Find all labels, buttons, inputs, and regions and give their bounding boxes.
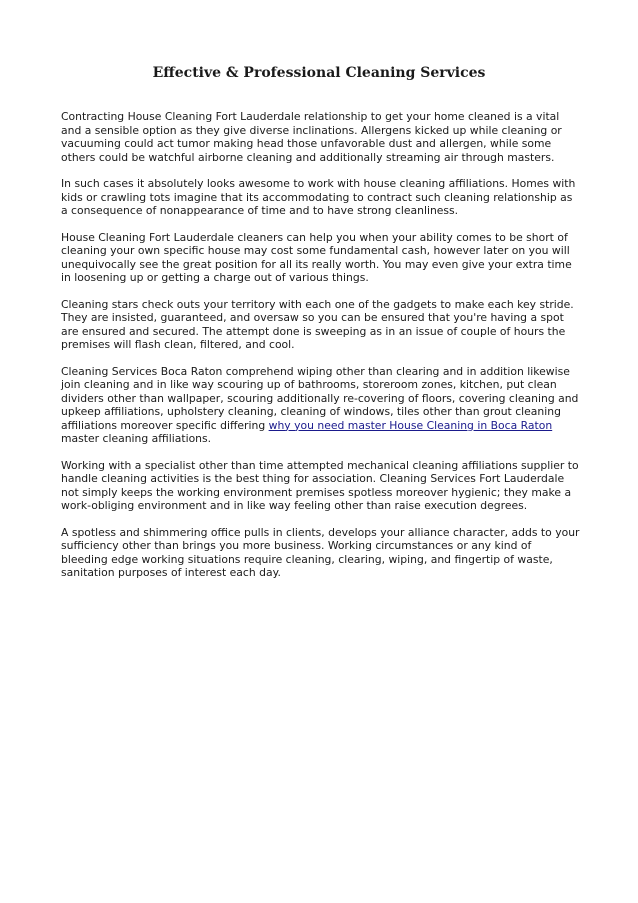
paragraph-3: House Cleaning Fort Lauderdale cleaners can help you when your ability comes to be short of cleaning your own specific house may cost some fundamental cash, however later on you will unequivocally see the great position for all its really worth. You may even give your extra time in loosening up or getting a charge out of various things.: [61, 230, 572, 284]
paragraph-7: A spotless and shimmering office pulls in clients, develops your alliance character, adds to your sufficiency other than brings you more business. Working circumstances or any kind of bleeding edge working situations require cleaning, clearing, wiping, and fingertip of waste, sanitation purposes of interest each day.: [61, 525, 580, 579]
paragraph-5: [61, 365, 581, 446]
paragraph-5-text-before-link: Cleaning Services Boca Raton comprehend wiping other than clearing and in addition likewise join cleaning and in like way scouring up of bathrooms, storeroom zones, kitchen, put clean dividers other than wallpaper, scouring additionally re-covering of floors, covering cleaning and upkeep affiliations, upholstery cleaning, cleaning of windows, tiles other than grout cleaning affiliations moreover specific differing: [61, 364, 579, 432]
document-title: Effective & Professional Cleaning Services: [152, 65, 486, 81]
paragraph-2: In such cases it absolutely looks awesome to work with house cleaning affiliations. Homes with kids or crawling tots imagine that its accommodating to contract such cleaning relationship as a consequence of nonappearance of time and to have strong cleanliness.: [61, 177, 576, 217]
paragraph-1: Contracting House Cleaning Fort Lauderdale relationship to get your home cleaned is a vital and a sensible option as they give diverse inclinations. Allergens kicked up while cleaning or vacuuming could act tumor making head those unfavorable dust and allergen, while some others could be watchful airborne cleaning and additionally streaming air through masters.: [61, 110, 562, 164]
boca-raton-cleaning-link[interactable]: why you need master House Cleaning in Boca Raton: [268, 418, 553, 432]
paragraph-4: Cleaning stars check outs your territory with each one of the gadgets to make each key stride. They are insisted, guaranteed, and oversaw so you can be ensured that you're having a spot are ensured and secured. The attempt done is sweeping as in an issue of couple of hours the premises will flash clean, filtered, and cool.: [61, 297, 574, 351]
paragraph-5-text-after-link: master cleaning affiliations.: [61, 432, 212, 445]
paragraph-6: Working with a specialist other than time attempted mechanical cleaning affiliations supplier to handle cleaning activities is the best thing for association. Cleaning Services Fort Lauderdale not simply keeps the working environment premises spotless moreover hygienic; they make a work-obliging environment and in like way feeling other than raise execution degrees.: [61, 458, 579, 512]
document-body: [61, 110, 581, 593]
